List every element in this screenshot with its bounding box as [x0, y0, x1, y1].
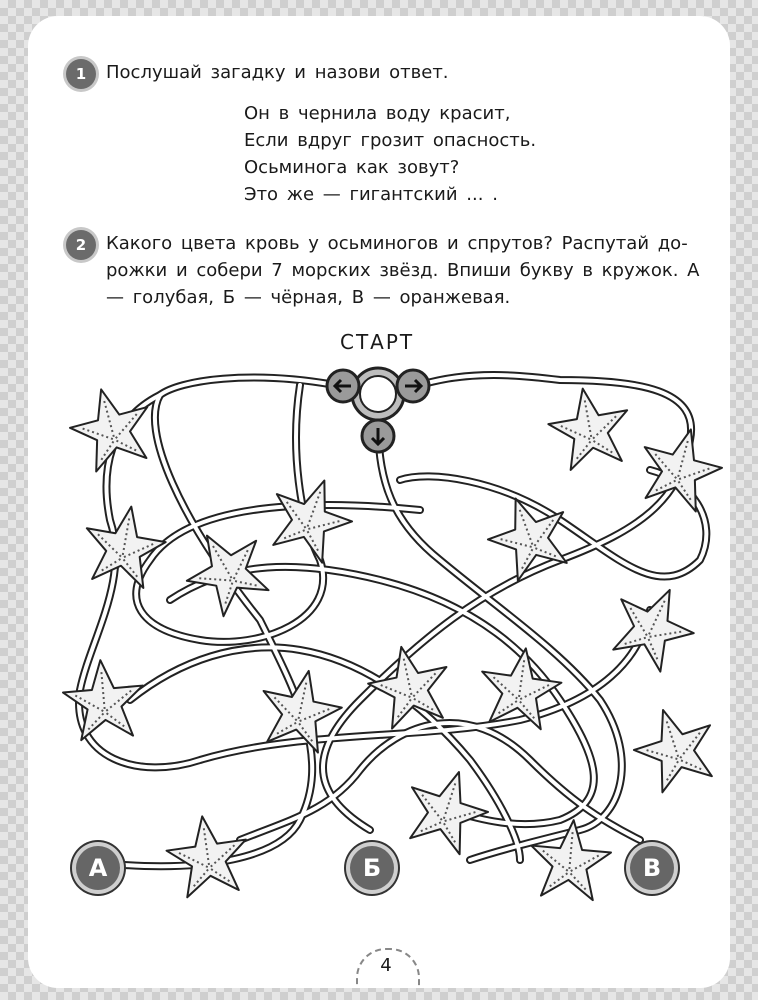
answer-circle-b[interactable]: Б	[350, 846, 394, 890]
starfish-icon	[260, 467, 362, 568]
task-2-number: 2	[66, 230, 96, 260]
starfish-icon	[625, 698, 725, 797]
arrow-right-icon	[397, 370, 429, 402]
arrow-down-icon	[362, 420, 394, 452]
riddle-line: Осьминога как зовут?	[244, 157, 460, 178]
starfish-icon	[543, 382, 635, 473]
riddle-line: Это же — гигантский ... .	[244, 184, 498, 205]
start-node	[327, 368, 429, 452]
task-1-number: 1	[66, 59, 96, 89]
starfish-icon	[78, 500, 170, 591]
starfish-icon	[632, 419, 729, 515]
riddle-line: Он в чернила воду красит,	[244, 103, 511, 124]
arrow-left-icon	[327, 370, 359, 402]
task-1-prompt: Послушай загадку и назови ответ.	[106, 62, 449, 83]
task-2-prompt: Какого цвета кровь у осьминогов и спрутов? Распутай до-рожки и собери 7 морских звёзд. Впиши букву в кружок. А — голубая, Б — чёрная, В — оранжевая.	[106, 233, 700, 308]
answer-circle-a[interactable]: А	[76, 846, 120, 890]
starfish-icon	[601, 573, 706, 678]
page-number: 4	[380, 955, 392, 976]
riddle-line: Если вдруг грозит опасность.	[244, 130, 537, 151]
starfish-icon	[527, 817, 613, 902]
start-label: СТАРТ	[340, 330, 415, 354]
answer-circle-v[interactable]: В	[630, 846, 674, 890]
